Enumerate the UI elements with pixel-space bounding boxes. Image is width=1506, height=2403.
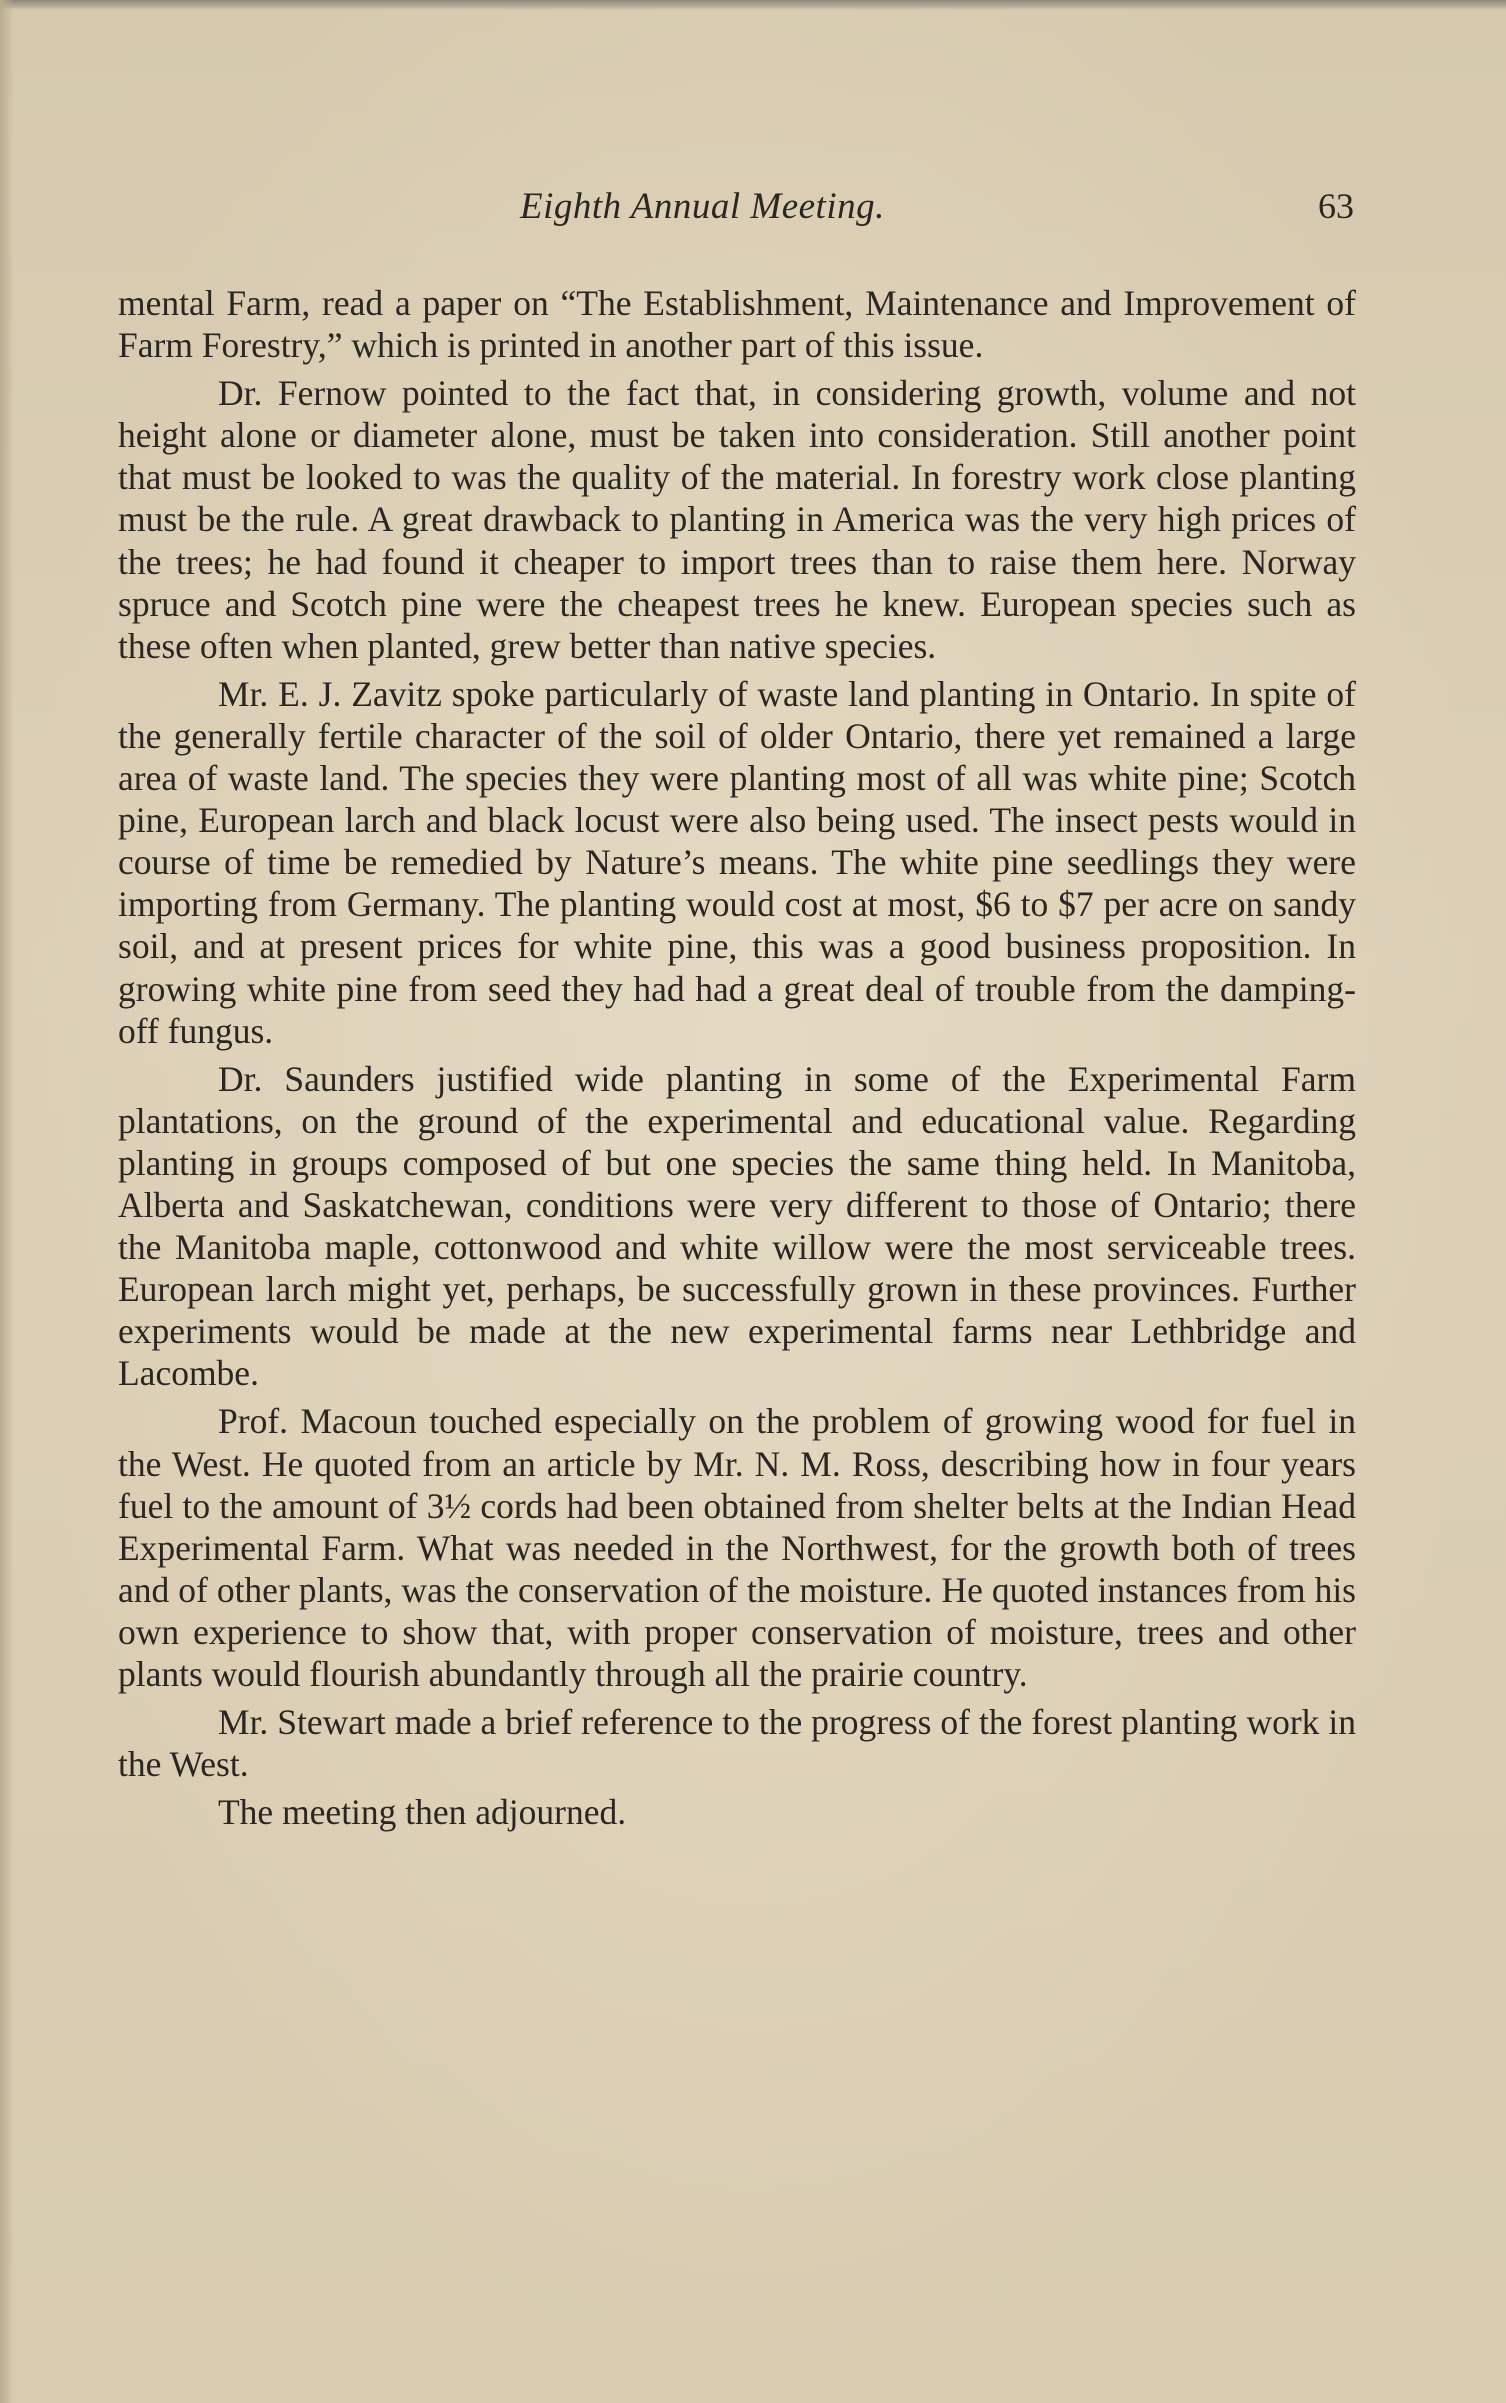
paragraph-zavitz: Mr. E. J. Zavitz spoke particularly of waste land planting in Ontario. In spite of the generally fertile character of the soil of older Ontario, there yet remained a large area of waste land. The species they were planting most of all was white pine; Scotch pine, European larch and black locust were also being used. The insect pests would in course of time be remedied by Nature’s means. The white pine seedlings they were importing from Germany. The planting would cost at most, $6 to $7 per acre on sandy soil, and at present prices for white pine, this was a good business proposition. In growing white pine from seed they had had a great deal of trouble from the damping-off fungus. <box>118 673 1356 1051</box>
paragraph-continuation: mental Farm, read a paper on “The Establishment, Maintenance and Improvement of Farm Forestry,” which is printed in another part of this issue. <box>118 283 1356 366</box>
paragraph-adjourned: The meeting then adjourned. <box>218 1792 627 1833</box>
running-title: Eighth Annual Meeting. <box>520 186 885 227</box>
page-number: 63 <box>1318 186 1354 226</box>
paragraph-fernow: Dr. Fernow pointed to the fact that, in considering growth, volume and not height alone or diameter alone, must be taken into consideration. Still another point that must be looked to was the quality of the material. In forestry work close planting must be the rule. A great drawback to planting in America was the very high prices of the trees; he had found it cheaper to import trees than to raise them here. Norway spruce and Scotch pine were the cheapest trees he knew. European species such as these often when planted, grew better than native species. <box>118 373 1356 666</box>
page-gutter-shadow <box>0 0 14 2403</box>
page-top-edge <box>0 0 1506 10</box>
paragraph-saunders: Dr. Saunders justified wide planting in some of the Experimental Farm plantations, on the ground of the experimental and educational value. Regarding planting in groups composed of but one species the same thing held. In Manitoba, Alberta and Saskatchewan, conditions were very different to those of Ontario; there the Manitoba maple, cottonwood and white willow were the most serviceable trees. European larch might yet, perhaps, be successfully grown in these provinces. Further experiments would be made at the new experimental farms near Lethbridge and Lacombe. <box>118 1058 1356 1394</box>
paragraph-stewart: Mr. Stewart made a brief reference to the progress of the forest planting work in the West. <box>118 1702 1356 1785</box>
body-text <box>118 282 1356 1839</box>
running-head <box>120 185 1360 235</box>
paragraph-macoun: Prof. Macoun touched especially on the problem of growing wood for fuel in the West. He quoted from an article by Mr. N. M. Ross, describing how in four years fuel to the amount of 3½ cords had been obtained from shelter belts at the Indian Head Experimental Farm. What was needed in the Northwest, for the growth both of trees and of other plants, was the conservation of the moisture. He quoted instances from his own experience to show that, with proper conservation of moisture, trees and other plants would flourish abundantly through all the prairie country. <box>118 1401 1356 1694</box>
